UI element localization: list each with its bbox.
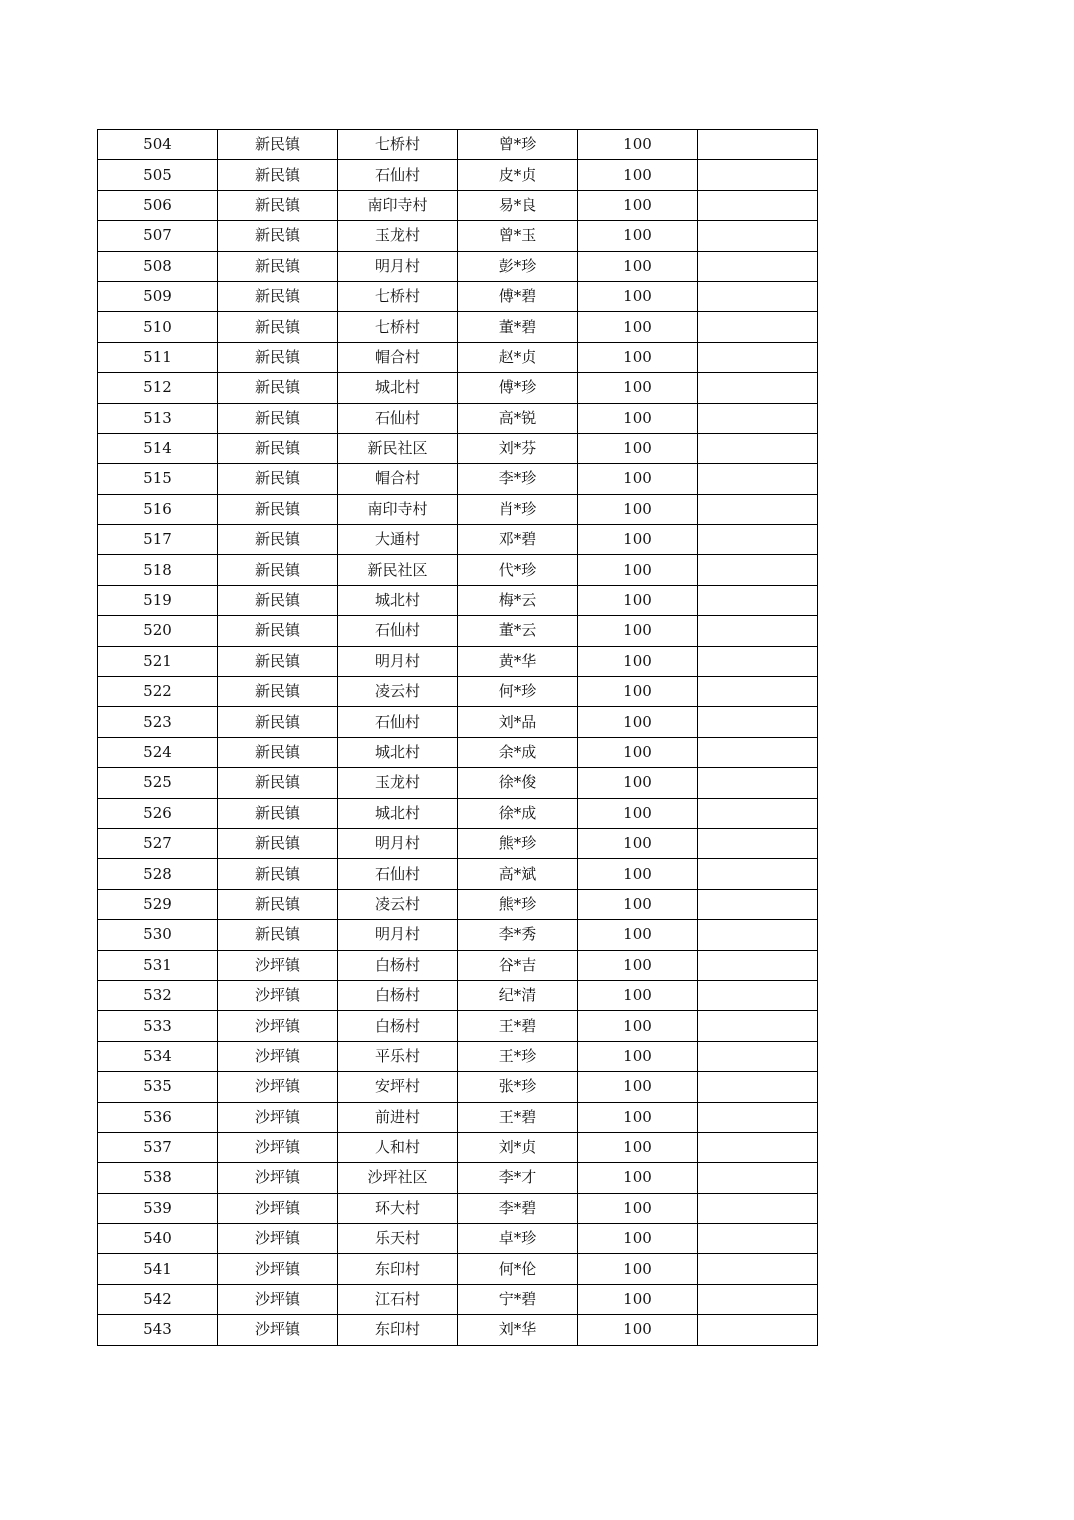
cell-town: 沙坪镇 [218, 1041, 338, 1071]
cell-amount: 100 [578, 555, 698, 585]
cell-serial-number: 540 [98, 1224, 218, 1254]
cell-town: 新民镇 [218, 616, 338, 646]
cell-note [698, 737, 818, 767]
cell-town: 新民镇 [218, 677, 338, 707]
cell-town: 沙坪镇 [218, 1254, 338, 1284]
cell-serial-number: 505 [98, 160, 218, 190]
table-row [98, 342, 818, 372]
table-row [98, 1163, 818, 1193]
cell-amount: 100 [578, 494, 698, 524]
cell-amount: 100 [578, 768, 698, 798]
cell-village: 帽合村 [338, 464, 458, 494]
cell-amount: 100 [578, 403, 698, 433]
cell-name: 曾*玉 [458, 221, 578, 251]
cell-note [698, 221, 818, 251]
cell-village: 城北村 [338, 585, 458, 615]
cell-town: 新民镇 [218, 859, 338, 889]
cell-note [698, 312, 818, 342]
cell-note [698, 1102, 818, 1132]
cell-note [698, 677, 818, 707]
roster-body [98, 130, 818, 1346]
cell-serial-number: 535 [98, 1072, 218, 1102]
cell-town: 新民镇 [218, 190, 338, 220]
cell-town: 新民镇 [218, 403, 338, 433]
cell-name: 李*碧 [458, 1193, 578, 1223]
table-row [98, 1072, 818, 1102]
cell-note [698, 1224, 818, 1254]
cell-name: 宁*碧 [458, 1284, 578, 1314]
cell-name: 李*秀 [458, 920, 578, 950]
cell-name: 傅*珍 [458, 373, 578, 403]
cell-amount: 100 [578, 828, 698, 858]
cell-name: 张*珍 [458, 1072, 578, 1102]
cell-village: 凌云村 [338, 889, 458, 919]
table-row [98, 1011, 818, 1041]
cell-village: 人和村 [338, 1132, 458, 1162]
cell-name: 赵*贞 [458, 342, 578, 372]
cell-serial-number: 541 [98, 1254, 218, 1284]
table-row [98, 312, 818, 342]
cell-name: 董*云 [458, 616, 578, 646]
table-row [98, 677, 818, 707]
cell-note [698, 828, 818, 858]
cell-village: 石仙村 [338, 859, 458, 889]
table-row [98, 1254, 818, 1284]
cell-note [698, 889, 818, 919]
cell-note [698, 707, 818, 737]
cell-town: 新民镇 [218, 433, 338, 463]
cell-name: 何*伦 [458, 1254, 578, 1284]
table-row [98, 464, 818, 494]
cell-name: 卓*珍 [458, 1224, 578, 1254]
table-row [98, 768, 818, 798]
cell-amount: 100 [578, 190, 698, 220]
cell-town: 新民镇 [218, 464, 338, 494]
cell-village: 石仙村 [338, 160, 458, 190]
cell-amount: 100 [578, 707, 698, 737]
cell-amount: 100 [578, 616, 698, 646]
cell-town: 新民镇 [218, 555, 338, 585]
cell-serial-number: 507 [98, 221, 218, 251]
cell-serial-number: 518 [98, 555, 218, 585]
cell-town: 新民镇 [218, 312, 338, 342]
cell-town: 沙坪镇 [218, 1315, 338, 1345]
table-row [98, 251, 818, 281]
cell-serial-number: 522 [98, 677, 218, 707]
cell-town: 新民镇 [218, 130, 338, 160]
cell-town: 新民镇 [218, 707, 338, 737]
cell-note [698, 342, 818, 372]
cell-serial-number: 506 [98, 190, 218, 220]
cell-serial-number: 514 [98, 433, 218, 463]
cell-note [698, 859, 818, 889]
cell-town: 新民镇 [218, 798, 338, 828]
cell-note [698, 130, 818, 160]
cell-note [698, 1193, 818, 1223]
cell-village: 石仙村 [338, 616, 458, 646]
cell-village: 东印村 [338, 1254, 458, 1284]
cell-amount: 100 [578, 160, 698, 190]
cell-name: 王*碧 [458, 1011, 578, 1041]
cell-village: 江石村 [338, 1284, 458, 1314]
table-row [98, 585, 818, 615]
cell-amount: 100 [578, 464, 698, 494]
table-row [98, 616, 818, 646]
cell-note [698, 281, 818, 311]
cell-name: 肖*珍 [458, 494, 578, 524]
cell-name: 曾*珍 [458, 130, 578, 160]
cell-town: 新民镇 [218, 646, 338, 676]
cell-note [698, 373, 818, 403]
cell-village: 南印寺村 [338, 494, 458, 524]
table-row [98, 555, 818, 585]
cell-name: 彭*珍 [458, 251, 578, 281]
cell-note [698, 920, 818, 950]
cell-serial-number: 528 [98, 859, 218, 889]
cell-amount: 100 [578, 1315, 698, 1345]
cell-amount: 100 [578, 312, 698, 342]
cell-serial-number: 539 [98, 1193, 218, 1223]
cell-amount: 100 [578, 221, 698, 251]
cell-name: 纪*清 [458, 980, 578, 1010]
table-row [98, 1315, 818, 1345]
cell-name: 梅*云 [458, 585, 578, 615]
cell-note [698, 464, 818, 494]
cell-town: 新民镇 [218, 920, 338, 950]
table-row [98, 737, 818, 767]
cell-name: 徐*成 [458, 798, 578, 828]
cell-note [698, 616, 818, 646]
cell-village: 新民社区 [338, 555, 458, 585]
cell-note [698, 585, 818, 615]
cell-village: 环大村 [338, 1193, 458, 1223]
cell-town: 沙坪镇 [218, 950, 338, 980]
cell-village: 乐天村 [338, 1224, 458, 1254]
cell-name: 李*才 [458, 1163, 578, 1193]
table-row [98, 980, 818, 1010]
cell-town: 沙坪镇 [218, 980, 338, 1010]
cell-village: 城北村 [338, 373, 458, 403]
cell-amount: 100 [578, 646, 698, 676]
cell-amount: 100 [578, 1254, 698, 1284]
table-row [98, 859, 818, 889]
cell-village: 南印寺村 [338, 190, 458, 220]
table-row [98, 190, 818, 220]
cell-name: 何*珍 [458, 677, 578, 707]
cell-town: 新民镇 [218, 828, 338, 858]
cell-village: 城北村 [338, 798, 458, 828]
cell-village: 大通村 [338, 525, 458, 555]
cell-amount: 100 [578, 859, 698, 889]
cell-serial-number: 516 [98, 494, 218, 524]
table-row [98, 1224, 818, 1254]
cell-serial-number: 512 [98, 373, 218, 403]
cell-name: 熊*珍 [458, 889, 578, 919]
cell-serial-number: 531 [98, 950, 218, 980]
cell-serial-number: 519 [98, 585, 218, 615]
table-row [98, 494, 818, 524]
table-row [98, 221, 818, 251]
cell-town: 沙坪镇 [218, 1284, 338, 1314]
cell-amount: 100 [578, 889, 698, 919]
table-row [98, 1193, 818, 1223]
cell-name: 邓*碧 [458, 525, 578, 555]
cell-town: 新民镇 [218, 221, 338, 251]
cell-note [698, 768, 818, 798]
cell-amount: 100 [578, 433, 698, 463]
cell-amount: 100 [578, 1224, 698, 1254]
cell-name: 傅*碧 [458, 281, 578, 311]
cell-amount: 100 [578, 1011, 698, 1041]
cell-serial-number: 543 [98, 1315, 218, 1345]
cell-serial-number: 542 [98, 1284, 218, 1314]
cell-town: 新民镇 [218, 889, 338, 919]
table-row [98, 646, 818, 676]
cell-amount: 100 [578, 1193, 698, 1223]
cell-village: 玉龙村 [338, 221, 458, 251]
table-row [98, 707, 818, 737]
cell-name: 黄*华 [458, 646, 578, 676]
cell-amount: 100 [578, 1284, 698, 1314]
cell-serial-number: 504 [98, 130, 218, 160]
cell-village: 明月村 [338, 828, 458, 858]
cell-serial-number: 521 [98, 646, 218, 676]
cell-name: 高*斌 [458, 859, 578, 889]
cell-note [698, 433, 818, 463]
cell-note [698, 1163, 818, 1193]
cell-amount: 100 [578, 737, 698, 767]
table-row [98, 889, 818, 919]
cell-note [698, 1254, 818, 1284]
cell-note [698, 160, 818, 190]
cell-note [698, 555, 818, 585]
cell-serial-number: 520 [98, 616, 218, 646]
cell-village: 帽合村 [338, 342, 458, 372]
cell-serial-number: 533 [98, 1011, 218, 1041]
cell-village: 安坪村 [338, 1072, 458, 1102]
cell-name: 易*良 [458, 190, 578, 220]
cell-name: 刘*品 [458, 707, 578, 737]
table-row [98, 403, 818, 433]
cell-village: 凌云村 [338, 677, 458, 707]
cell-amount: 100 [578, 281, 698, 311]
cell-serial-number: 530 [98, 920, 218, 950]
cell-town: 新民镇 [218, 768, 338, 798]
cell-town: 新民镇 [218, 525, 338, 555]
cell-name: 皮*贞 [458, 160, 578, 190]
cell-amount: 100 [578, 798, 698, 828]
cell-name: 王*碧 [458, 1102, 578, 1132]
cell-town: 新民镇 [218, 373, 338, 403]
cell-amount: 100 [578, 1102, 698, 1132]
cell-serial-number: 511 [98, 342, 218, 372]
table-row [98, 281, 818, 311]
cell-note [698, 494, 818, 524]
cell-village: 白杨村 [338, 980, 458, 1010]
cell-name: 刘*华 [458, 1315, 578, 1345]
cell-note [698, 950, 818, 980]
cell-name: 李*珍 [458, 464, 578, 494]
cell-town: 新民镇 [218, 737, 338, 767]
cell-serial-number: 536 [98, 1102, 218, 1132]
table-row [98, 920, 818, 950]
cell-note [698, 1041, 818, 1071]
cell-town: 沙坪镇 [218, 1163, 338, 1193]
cell-amount: 100 [578, 677, 698, 707]
cell-name: 徐*俊 [458, 768, 578, 798]
cell-amount: 100 [578, 525, 698, 555]
cell-name: 王*珍 [458, 1041, 578, 1071]
cell-village: 石仙村 [338, 403, 458, 433]
cell-village: 白杨村 [338, 1011, 458, 1041]
cell-name: 高*锐 [458, 403, 578, 433]
cell-name: 刘*贞 [458, 1132, 578, 1162]
cell-amount: 100 [578, 130, 698, 160]
cell-town: 沙坪镇 [218, 1102, 338, 1132]
table-row [98, 433, 818, 463]
cell-note [698, 525, 818, 555]
cell-name: 董*碧 [458, 312, 578, 342]
cell-town: 新民镇 [218, 160, 338, 190]
cell-village: 沙坪社区 [338, 1163, 458, 1193]
cell-name: 谷*吉 [458, 950, 578, 980]
table-row [98, 1284, 818, 1314]
cell-town: 新民镇 [218, 342, 338, 372]
cell-serial-number: 508 [98, 251, 218, 281]
cell-town: 沙坪镇 [218, 1193, 338, 1223]
cell-serial-number: 515 [98, 464, 218, 494]
cell-serial-number: 510 [98, 312, 218, 342]
cell-note [698, 646, 818, 676]
cell-serial-number: 525 [98, 768, 218, 798]
cell-serial-number: 534 [98, 1041, 218, 1071]
cell-village: 明月村 [338, 251, 458, 281]
cell-amount: 100 [578, 342, 698, 372]
cell-serial-number: 527 [98, 828, 218, 858]
cell-amount: 100 [578, 980, 698, 1010]
table-row [98, 160, 818, 190]
cell-village: 七桥村 [338, 312, 458, 342]
cell-name: 刘*芬 [458, 433, 578, 463]
table-row [98, 373, 818, 403]
cell-serial-number: 529 [98, 889, 218, 919]
cell-amount: 100 [578, 1041, 698, 1071]
cell-note [698, 190, 818, 220]
cell-name: 代*珍 [458, 555, 578, 585]
table-row [98, 1102, 818, 1132]
table-row [98, 798, 818, 828]
cell-town: 沙坪镇 [218, 1132, 338, 1162]
table-row [98, 828, 818, 858]
cell-town: 沙坪镇 [218, 1011, 338, 1041]
table-row [98, 525, 818, 555]
cell-note [698, 1315, 818, 1345]
cell-town: 新民镇 [218, 281, 338, 311]
cell-name: 熊*珍 [458, 828, 578, 858]
cell-serial-number: 537 [98, 1132, 218, 1162]
cell-amount: 100 [578, 1163, 698, 1193]
cell-village: 东印村 [338, 1315, 458, 1345]
cell-village: 白杨村 [338, 950, 458, 980]
cell-amount: 100 [578, 373, 698, 403]
cell-town: 沙坪镇 [218, 1224, 338, 1254]
cell-village: 明月村 [338, 920, 458, 950]
cell-town: 沙坪镇 [218, 1072, 338, 1102]
cell-town: 新民镇 [218, 585, 338, 615]
table-row [98, 950, 818, 980]
cell-serial-number: 513 [98, 403, 218, 433]
table-row [98, 130, 818, 160]
cell-village: 明月村 [338, 646, 458, 676]
cell-village: 前进村 [338, 1102, 458, 1132]
cell-amount: 100 [578, 251, 698, 281]
roster-table [97, 129, 818, 1346]
cell-serial-number: 532 [98, 980, 218, 1010]
cell-note [698, 798, 818, 828]
cell-village: 平乐村 [338, 1041, 458, 1071]
cell-village: 石仙村 [338, 707, 458, 737]
cell-amount: 100 [578, 1072, 698, 1102]
cell-name: 余*成 [458, 737, 578, 767]
cell-note [698, 980, 818, 1010]
cell-note [698, 1132, 818, 1162]
cell-serial-number: 517 [98, 525, 218, 555]
cell-serial-number: 538 [98, 1163, 218, 1193]
cell-serial-number: 523 [98, 707, 218, 737]
cell-town: 新民镇 [218, 494, 338, 524]
cell-amount: 100 [578, 585, 698, 615]
cell-note [698, 251, 818, 281]
cell-amount: 100 [578, 920, 698, 950]
cell-village: 七桥村 [338, 281, 458, 311]
cell-serial-number: 509 [98, 281, 218, 311]
cell-town: 新民镇 [218, 251, 338, 281]
cell-note [698, 1284, 818, 1314]
cell-village: 城北村 [338, 737, 458, 767]
cell-serial-number: 526 [98, 798, 218, 828]
cell-village: 玉龙村 [338, 768, 458, 798]
cell-amount: 100 [578, 1132, 698, 1162]
cell-note [698, 1072, 818, 1102]
table-row [98, 1132, 818, 1162]
cell-serial-number: 524 [98, 737, 218, 767]
cell-note [698, 1011, 818, 1041]
cell-village: 新民社区 [338, 433, 458, 463]
cell-village: 七桥村 [338, 130, 458, 160]
cell-amount: 100 [578, 950, 698, 980]
table-row [98, 1041, 818, 1071]
cell-note [698, 403, 818, 433]
